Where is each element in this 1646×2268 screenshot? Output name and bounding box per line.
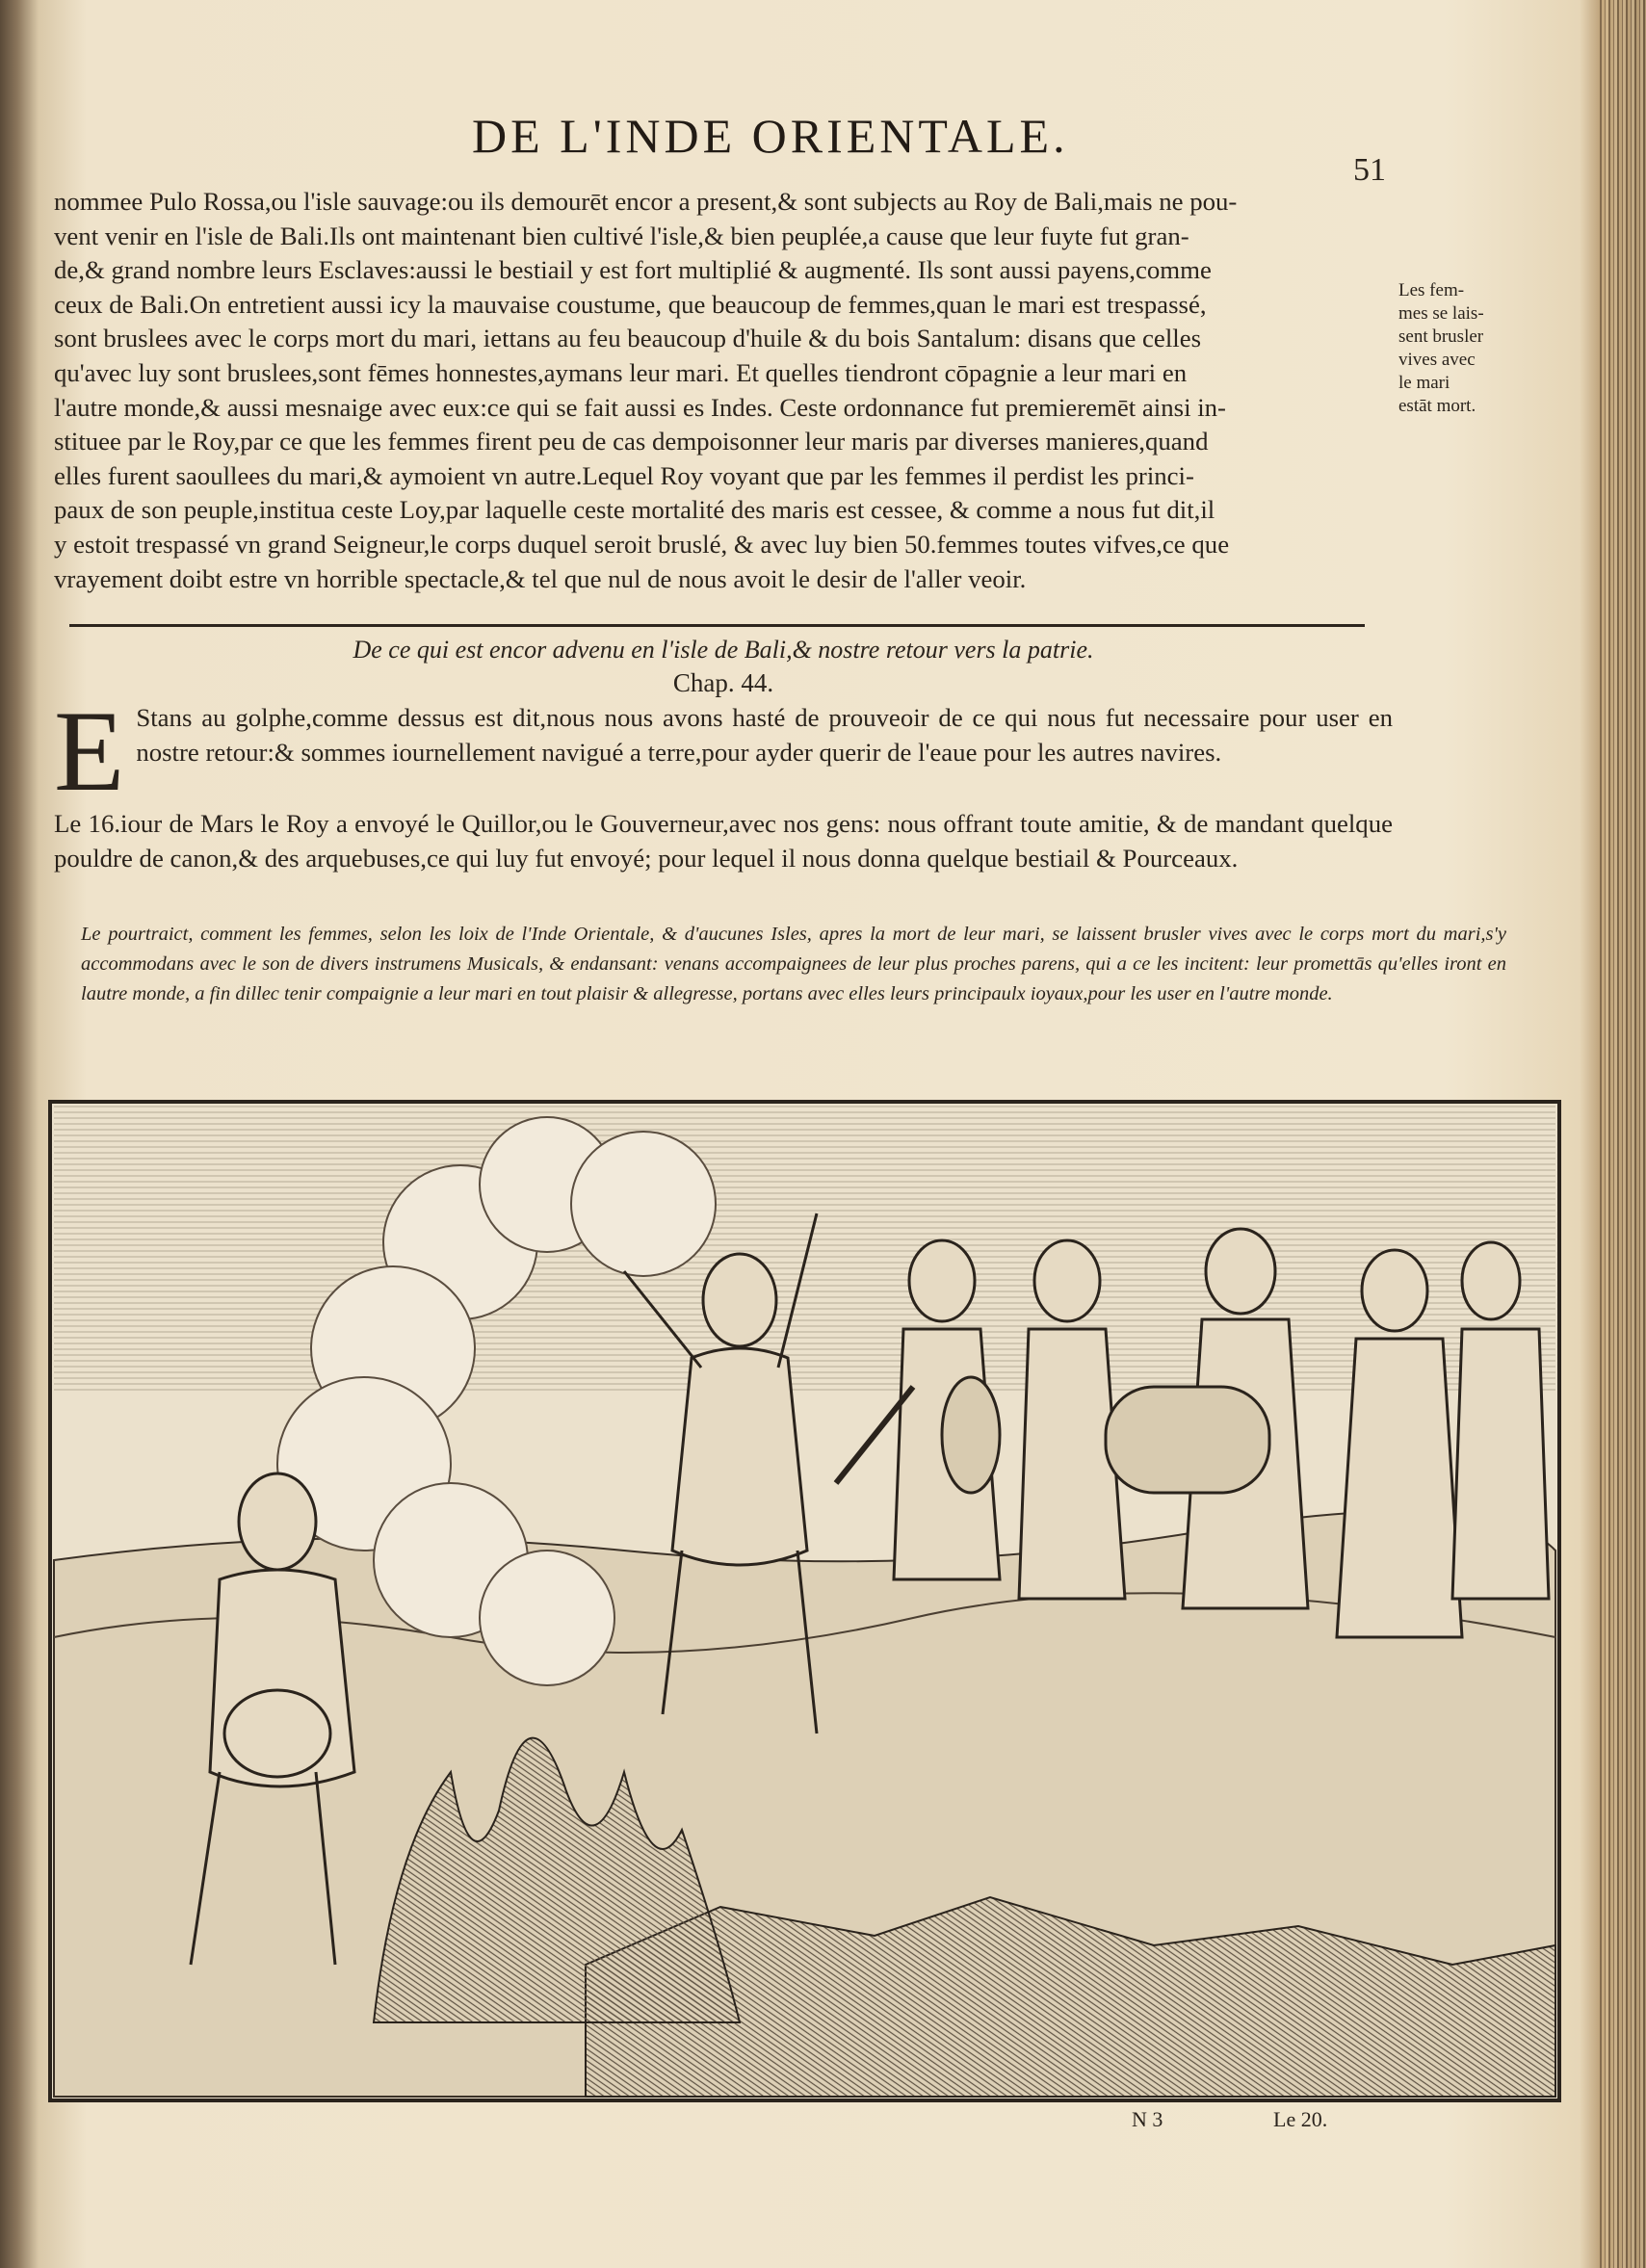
body-line: l'autre monde,& aussi mesnaige avec eux:ce qui se fait aussi es Indes. Ceste ordonnance fut premieremēt ainsi in- xyxy=(54,392,1226,422)
body-line: de,& grand nombre leurs Esclaves:aussi le bestiail y est fort multiplié & augmenté. Ils sont aussi payens,comme xyxy=(54,255,1212,285)
running-head: DE L'INDE ORIENTALE. xyxy=(472,109,1069,163)
margin-note-line: Les fem- xyxy=(1398,280,1465,300)
body-line: qu'avec luy sont bruslees,sont fēmes honnestes,aymans leur mari. Et quelles tiendront cōpagnie a leur mari en xyxy=(54,357,1188,387)
body-line: y estoit trespassé vn grand Seigneur,le corps duquel seroit bruslé, & avec luy bien 50.femmes toutes vifves,ce que xyxy=(54,529,1230,559)
body-line: stituee par le Roy,par ce que les femmes firent peu de cas dempoisonner leur maris par diverses manieres,quand xyxy=(54,427,1209,456)
page-number: 51 xyxy=(1353,152,1386,188)
engraving-illustration xyxy=(46,1098,1563,2104)
paragraph-text: Stans au golphe,comme dessus est dit,nous nous avons hasté de prouveoir de ce qui nous fut necessaire pour user en nostre retour:& sommes iournellement navigué a terre,pour ayder querir de l'eaue pour les autres navires. xyxy=(136,703,1393,767)
cymbal xyxy=(942,1377,1000,1493)
chapter-heading: Chap. 44. xyxy=(672,668,774,697)
margin-note-line: mes se lais- xyxy=(1398,303,1484,324)
body-paragraph xyxy=(54,185,1391,596)
body-line: vrayement doibt estre vn horrible spectacle,& tel que nul de nous avoit le desir de l'aller veoir. xyxy=(54,563,1027,593)
body-line: ceux de Bali.On entretient aussi icy la mauvaise coustume, que beaucoup de femmes,quan le mari est trespassé, xyxy=(54,289,1207,319)
body-line: nommee Pulo Rossa,ou l'isle sauvage:ou ils demourēt encor a present,& sont subjects au Roy de Bali,mais ne pou- xyxy=(54,187,1238,216)
body-line: paux de son peuple,institua ceste Loy,par laquelle ceste mortalité des maris est cessee, & comme a nous fut dit,il xyxy=(54,495,1215,525)
section-divider xyxy=(69,624,1365,627)
sky xyxy=(54,1106,1555,1395)
margin-note-line: vives avec xyxy=(1398,350,1476,370)
body-line: vent venir en l'isle de Bali.Ils ont maintenant bien cultivé l'isle,& bien peuplée,a cause que leur fuyte fut gran- xyxy=(54,221,1189,250)
chapter-paragraph xyxy=(54,687,1393,815)
catchword: Le 20. xyxy=(1273,2107,1328,2131)
margin-note-line: estāt mort. xyxy=(1398,396,1476,416)
body-line: elles furent saoullees du mari,& aymoient vn autre.Lequel Roy voyant que par les femmes il perdist les princi- xyxy=(54,460,1194,490)
body-line: sont bruslees avec le corps mort du mari, iettans au feu beaucoup d'huile & du bois Santalum: disans que celles xyxy=(54,324,1202,353)
paragraph: Le 16.iour de Mars le Roy a envoyé le Quillor,ou le Gouverneur,avec nos gens: nous offrant toute amitie, & de mandant quelque pouldre de canon,& des arquebuses,ce qui luy fut envoyé; pour lequel il nous donna quelque bestiail & Pourceaux. xyxy=(54,809,1393,873)
drop-cap: E xyxy=(54,687,125,815)
margin-note-line: le mari xyxy=(1398,373,1450,393)
section-title: De ce qui est encor advenu en l'isle de Bali,& nostre retour vers la patrie. xyxy=(353,636,1094,664)
margin-note xyxy=(1398,279,1514,418)
signature-mark: N 3 xyxy=(1132,2107,1163,2131)
margin-note-line: sent brusler xyxy=(1398,326,1484,347)
drum xyxy=(1106,1387,1269,1493)
page-edges xyxy=(1600,0,1646,2268)
engraving-caption: Le pourtraict, comment les femmes, selon les loix de l'Inde Orientale, & d'aucunes Isles, apres la mort de leur mari, se laissent brusler vives avec le corps mort du mari,s'y accommodans avec le son de divers instrumens Musicals, & endansant: venans accompaignees de leur plus proches parens, qui a ce les incitent: leur promettās qu'elles iront en lautre monde, a fin dillec tenir compaignie a leur mari en tout plaisir & allegresse, portans avec elles leurs principaulx ioyaux,pour les user en l'autre monde. xyxy=(81,924,1506,1004)
